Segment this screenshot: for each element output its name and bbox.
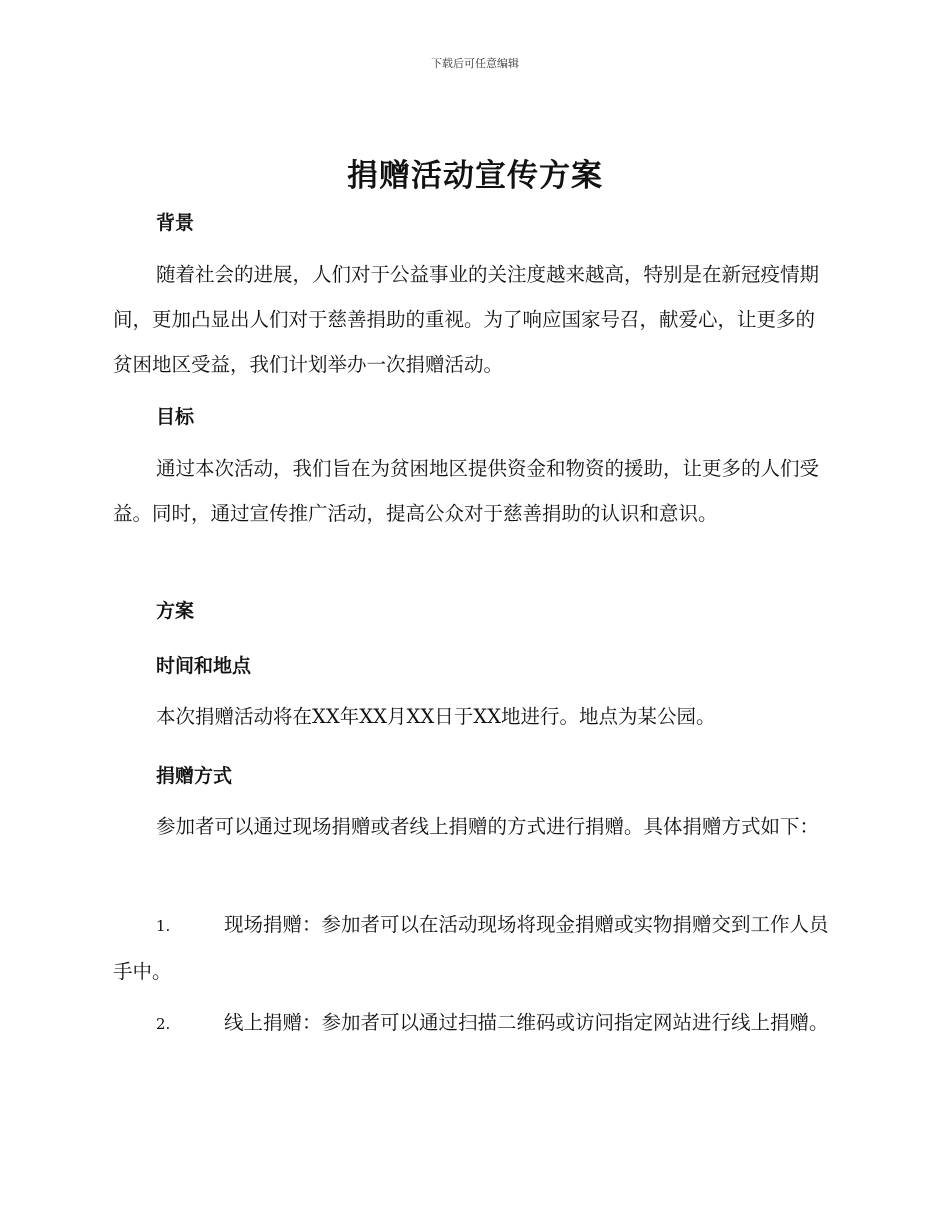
- paragraph-background: 随着社会的进展，人们对于公益事业的关注度越来越高，特别是在新冠疫情期间，更加凸显出人们对于慈善捐助的重视。为了响应国家号召，献爱心，让更多的贫困地区受益，我们计划举办一次捐赠活动。: [113, 263, 820, 376]
- heading-time-place: 时间和地点: [156, 655, 252, 677]
- heading-background: 背景: [156, 212, 195, 234]
- heading-plan: 方案: [156, 600, 195, 622]
- list-item-text: 线上捐赠：参加者可以通过扫描二维码或访问指定网站进行线上捐赠。: [224, 1011, 829, 1034]
- paragraph-time-place: 本次捐赠活动将在XX年XX月XX日于XX地进行。地点为某公园。: [156, 705, 716, 728]
- paragraph-method: 参加者可以通过现场捐赠或者线上捐赠的方式进行捐赠。具体捐赠方式如下：: [156, 815, 820, 838]
- paragraph-goal: 通过本次活动，我们旨在为贫困地区提供资金和物资的援助，让更多的人们受益。同时，通过宣传推广活动，提高公众对于慈善捐助的认识和意识。: [113, 457, 820, 525]
- list-item-number: 1.: [156, 917, 171, 935]
- list-item-text: 现场捐赠：参加者可以在活动现场将现金捐赠或实物捐赠交到工作人员手中。: [113, 913, 829, 983]
- list-item-number: 2.: [156, 1015, 171, 1033]
- list-item: [113, 902, 833, 994]
- heading-goal: 目标: [156, 406, 195, 428]
- list-item: [113, 1000, 833, 1047]
- page-header: 下载后可任意编辑: [431, 57, 519, 70]
- heading-method: 捐赠方式: [156, 765, 233, 787]
- document-title: 捐赠活动宣传方案: [347, 158, 603, 194]
